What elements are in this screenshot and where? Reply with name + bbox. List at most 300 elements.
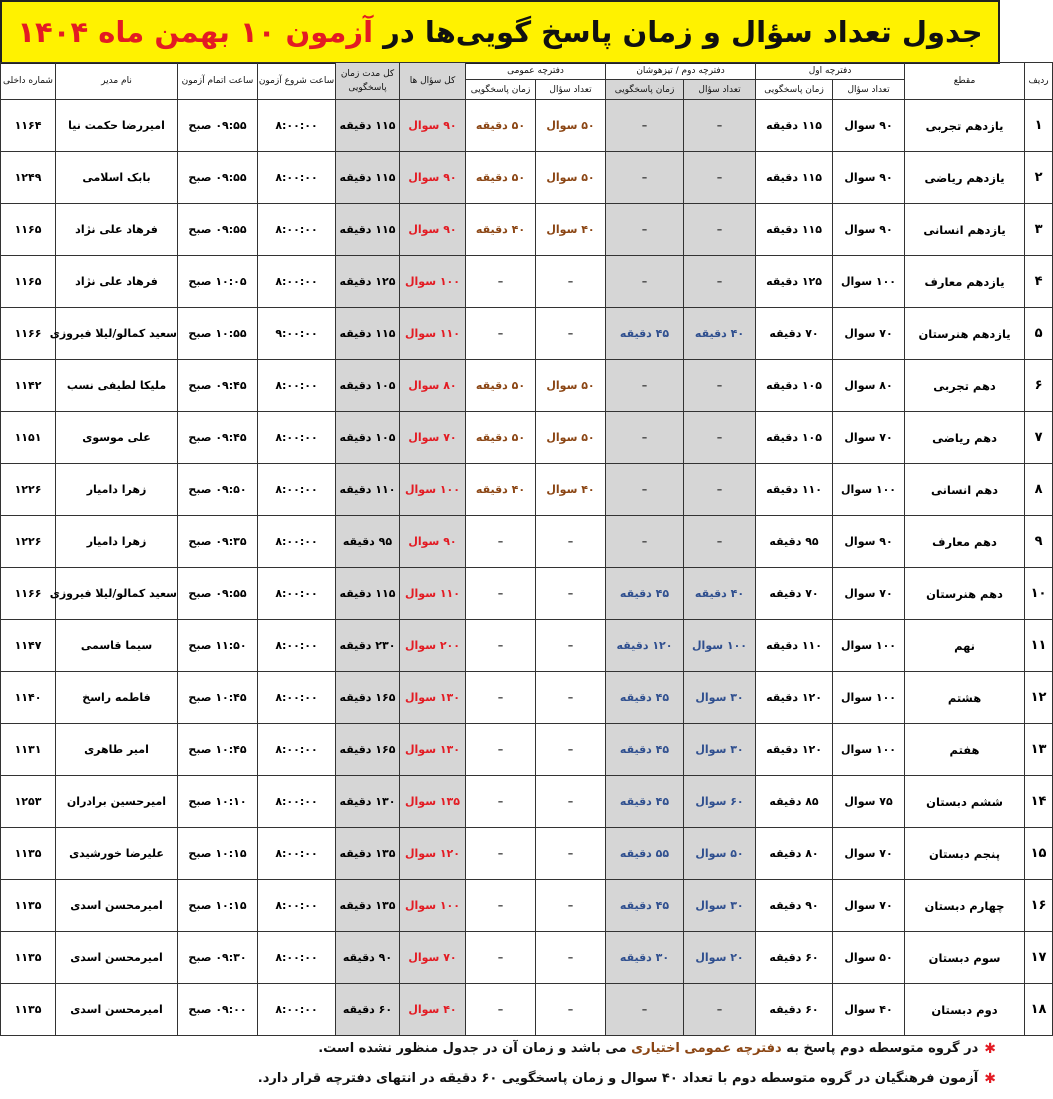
cell-start-time: ۸:۰۰:۰۰ <box>258 516 336 568</box>
cell-grade: ششم دبستان <box>905 776 1025 828</box>
cell-general-count: ۴۰ سوال <box>536 464 606 516</box>
cell-total-questions: ۱۰۰ سوال <box>400 464 466 516</box>
asterisk-icon: ✱ <box>984 1041 996 1057</box>
cell-booklet2-count: ۲۰ سوال <box>684 932 756 984</box>
cell-booklet1-count: ۱۰۰ سوال <box>833 464 905 516</box>
cell-general-count: ۵۰ سوال <box>536 412 606 464</box>
cell-general-count: – <box>536 308 606 360</box>
cell-booklet2-time: ۴۵ دقیقه <box>606 880 684 932</box>
cell-total-time: ۹۰ دقیقه <box>336 932 400 984</box>
page-title <box>0 0 1000 64</box>
cell-general-time: ۵۰ دقیقه <box>466 100 536 152</box>
cell-booklet1-count: ۹۰ سوال <box>833 516 905 568</box>
cell-booklet2-count: ۳۰ سوال <box>684 672 756 724</box>
cell-row-no: ۶ <box>1025 360 1053 412</box>
cell-manager: فاطمه راسخ <box>56 672 178 724</box>
cell-booklet1-time: ۷۰ دقیقه <box>756 308 833 360</box>
cell-booklet2-time: ۴۵ دقیقه <box>606 672 684 724</box>
note-2 <box>0 1064 1000 1094</box>
cell-total-time: ۱۳۰ دقیقه <box>336 776 400 828</box>
header-grade: مقطع <box>905 63 1025 100</box>
cell-total-questions: ۱۰۰ سوال <box>400 880 466 932</box>
cell-booklet2-count: ۴۰ دقیقه <box>684 308 756 360</box>
cell-total-questions: ۴۰ سوال <box>400 984 466 1036</box>
table-row <box>1 308 1053 360</box>
cell-total-time: ۱۶۵ دقیقه <box>336 672 400 724</box>
cell-booklet2-time: – <box>606 412 684 464</box>
cell-grade: دهم انسانی <box>905 464 1025 516</box>
cell-grade: سوم دبستان <box>905 932 1025 984</box>
cell-booklet1-time: ۱۲۰ دقیقه <box>756 724 833 776</box>
cell-booklet1-count: ۴۰ سوال <box>833 984 905 1036</box>
header-booklet2: دفترچه دوم / تیزهوشان <box>606 63 756 80</box>
cell-internal-no: ۱۲۴۹ <box>1 152 56 204</box>
cell-total-time: ۹۵ دقیقه <box>336 516 400 568</box>
cell-booklet1-count: ۹۰ سوال <box>833 100 905 152</box>
cell-internal-no: ۱۲۲۶ <box>1 516 56 568</box>
cell-total-time: ۱۳۵ دقیقه <box>336 880 400 932</box>
cell-end-time: ۰۹:۵۰ صبح <box>178 464 258 516</box>
cell-booklet1-time: ۱۱۰ دقیقه <box>756 464 833 516</box>
table-row <box>1 620 1053 672</box>
cell-booklet2-time: ۴۵ دقیقه <box>606 308 684 360</box>
table-row <box>1 984 1053 1036</box>
cell-booklet2-count: – <box>684 516 756 568</box>
cell-end-time: ۰۹:۳۰ صبح <box>178 932 258 984</box>
cell-end-time: ۰۹:۴۵ صبح <box>178 412 258 464</box>
cell-general-time: ۵۰ دقیقه <box>466 152 536 204</box>
cell-start-time: ۸:۰۰:۰۰ <box>258 932 336 984</box>
cell-general-time: – <box>466 620 536 672</box>
cell-general-time: ۵۰ دقیقه <box>466 360 536 412</box>
asterisk-icon: ✱ <box>984 1071 996 1087</box>
cell-booklet1-count: ۷۰ سوال <box>833 308 905 360</box>
cell-row-no: ۹ <box>1025 516 1053 568</box>
cell-start-time: ۸:۰۰:۰۰ <box>258 412 336 464</box>
cell-grade: دهم معارف <box>905 516 1025 568</box>
cell-row-no: ۱ <box>1025 100 1053 152</box>
cell-start-time: ۸:۰۰:۰۰ <box>258 152 336 204</box>
cell-end-time: ۰۹:۵۵ صبح <box>178 568 258 620</box>
header-manager: نام مدیر <box>56 63 178 100</box>
header-b2-time: زمان پاسخگویی <box>606 80 684 100</box>
cell-start-time: ۸:۰۰:۰۰ <box>258 360 336 412</box>
header-row-no: ردیف <box>1025 63 1053 100</box>
cell-internal-no: ۱۱۳۵ <box>1 828 56 880</box>
cell-booklet1-count: ۸۰ سوال <box>833 360 905 412</box>
cell-total-time: ۱۱۵ دقیقه <box>336 204 400 256</box>
cell-total-questions: ۱۰۰ سوال <box>400 256 466 308</box>
cell-end-time: ۱۰:۱۰ صبح <box>178 776 258 828</box>
cell-internal-no: ۱۲۵۳ <box>1 776 56 828</box>
cell-general-count: – <box>536 724 606 776</box>
cell-general-count: – <box>536 568 606 620</box>
cell-manager: فرهاد علی نژاد <box>56 204 178 256</box>
cell-total-questions: ۷۰ سوال <box>400 412 466 464</box>
cell-end-time: ۱۰:۴۵ صبح <box>178 724 258 776</box>
cell-row-no: ۱۲ <box>1025 672 1053 724</box>
cell-start-time: ۸:۰۰:۰۰ <box>258 776 336 828</box>
cell-total-questions: ۱۳۰ سوال <box>400 672 466 724</box>
cell-total-time: ۲۳۰ دقیقه <box>336 620 400 672</box>
cell-general-time: – <box>466 308 536 360</box>
cell-general-time: – <box>466 568 536 620</box>
cell-booklet1-time: ۱۱۵ دقیقه <box>756 152 833 204</box>
table-row <box>1 152 1053 204</box>
cell-total-time: ۱۰۵ دقیقه <box>336 360 400 412</box>
cell-booklet1-time: ۸۰ دقیقه <box>756 828 833 880</box>
cell-general-count: – <box>536 932 606 984</box>
table-body <box>1 100 1053 1036</box>
cell-start-time: ۸:۰۰:۰۰ <box>258 672 336 724</box>
footnotes <box>0 1034 1000 1099</box>
cell-grade: دوم دبستان <box>905 984 1025 1036</box>
cell-general-count: ۵۰ سوال <box>536 360 606 412</box>
cell-booklet1-count: ۵۰ سوال <box>833 932 905 984</box>
cell-booklet1-time: ۱۱۵ دقیقه <box>756 100 833 152</box>
cell-start-time: ۸:۰۰:۰۰ <box>258 984 336 1036</box>
cell-end-time: ۰۹:۵۵ صبح <box>178 100 258 152</box>
cell-internal-no: ۱۱۳۱ <box>1 724 56 776</box>
table-row <box>1 360 1053 412</box>
cell-end-time: ۰۹:۴۵ صبح <box>178 360 258 412</box>
cell-general-time: – <box>466 256 536 308</box>
cell-internal-no: ۱۱۳۵ <box>1 880 56 932</box>
cell-booklet2-time: ۱۲۰ دقیقه <box>606 620 684 672</box>
cell-end-time: ۰۹:۳۵ صبح <box>178 516 258 568</box>
cell-booklet2-time: ۵۵ دقیقه <box>606 828 684 880</box>
cell-total-questions: ۱۲۰ سوال <box>400 828 466 880</box>
cell-internal-no: ۱۱۶۶ <box>1 568 56 620</box>
cell-start-time: ۸:۰۰:۰۰ <box>258 256 336 308</box>
table-row <box>1 724 1053 776</box>
cell-booklet2-count: – <box>684 152 756 204</box>
cell-grade: یازدهم ریاضی <box>905 152 1025 204</box>
cell-booklet1-count: ۱۰۰ سوال <box>833 672 905 724</box>
header-total-time: کل مدت زمان پاسخگویی <box>336 63 400 100</box>
table-row <box>1 672 1053 724</box>
cell-start-time: ۹:۰۰:۰۰ <box>258 308 336 360</box>
cell-row-no: ۱۰ <box>1025 568 1053 620</box>
cell-row-no: ۱۳ <box>1025 724 1053 776</box>
cell-row-no: ۷ <box>1025 412 1053 464</box>
cell-total-time: ۱۱۰ دقیقه <box>336 464 400 516</box>
cell-row-no: ۱۵ <box>1025 828 1053 880</box>
cell-start-time: ۸:۰۰:۰۰ <box>258 464 336 516</box>
cell-end-time: ۱۱:۵۰ صبح <box>178 620 258 672</box>
title-main: جدول تعداد سؤال و زمان پاسخ گویی‌ها در <box>383 15 983 49</box>
cell-manager: علیرضا خورشیدی <box>56 828 178 880</box>
cell-total-questions: ۱۳۰ سوال <box>400 724 466 776</box>
cell-manager: سعید کمالو/لیلا فیروزی <box>56 568 178 620</box>
cell-end-time: ۰۹:۰۰ صبح <box>178 984 258 1036</box>
cell-grade: یازدهم تجربی <box>905 100 1025 152</box>
cell-general-count: – <box>536 516 606 568</box>
cell-booklet1-count: ۷۰ سوال <box>833 828 905 880</box>
cell-booklet1-count: ۱۰۰ سوال <box>833 724 905 776</box>
cell-booklet2-count: – <box>684 256 756 308</box>
header-start-time: ساعت شروع آزمون <box>258 63 336 100</box>
header-booklet1: دفترچه اول <box>756 63 905 80</box>
cell-row-no: ۱۷ <box>1025 932 1053 984</box>
cell-row-no: ۴ <box>1025 256 1053 308</box>
cell-internal-no: ۱۱۳۵ <box>1 984 56 1036</box>
cell-internal-no: ۱۱۶۵ <box>1 256 56 308</box>
cell-grade: هفتم <box>905 724 1025 776</box>
cell-total-time: ۱۶۵ دقیقه <box>336 724 400 776</box>
cell-booklet1-time: ۱۰۵ دقیقه <box>756 412 833 464</box>
cell-end-time: ۰۹:۵۵ صبح <box>178 152 258 204</box>
cell-total-questions: ۹۰ سوال <box>400 516 466 568</box>
header-total-questions: کل سؤال ها <box>400 63 466 100</box>
cell-end-time: ۱۰:۱۵ صبح <box>178 880 258 932</box>
cell-manager: سیما قاسمی <box>56 620 178 672</box>
cell-general-count: – <box>536 984 606 1036</box>
table-row <box>1 204 1053 256</box>
note-1-start: در گروه متوسطه دوم پاسخ به <box>786 1041 979 1056</box>
cell-booklet1-time: ۸۵ دقیقه <box>756 776 833 828</box>
cell-start-time: ۸:۰۰:۰۰ <box>258 100 336 152</box>
cell-booklet1-time: ۱۰۵ دقیقه <box>756 360 833 412</box>
exam-schedule-table <box>0 62 1053 1036</box>
table-row <box>1 464 1053 516</box>
cell-end-time: ۱۰:۱۵ صبح <box>178 828 258 880</box>
table-row <box>1 776 1053 828</box>
cell-total-time: ۱۱۵ دقیقه <box>336 100 400 152</box>
cell-manager: فرهاد علی نژاد <box>56 256 178 308</box>
cell-general-count: – <box>536 880 606 932</box>
cell-general-time: – <box>466 516 536 568</box>
cell-manager: امیررضا حکمت نیا <box>56 100 178 152</box>
cell-total-questions: ۹۰ سوال <box>400 152 466 204</box>
cell-grade: پنجم دبستان <box>905 828 1025 880</box>
cell-manager: علی موسوی <box>56 412 178 464</box>
cell-booklet2-time: – <box>606 152 684 204</box>
cell-total-time: ۱۱۵ دقیقه <box>336 308 400 360</box>
cell-manager: بابک اسلامی <box>56 152 178 204</box>
cell-booklet2-time: – <box>606 360 684 412</box>
cell-grade: یازدهم انسانی <box>905 204 1025 256</box>
cell-general-time: – <box>466 672 536 724</box>
cell-booklet2-count: ۵۰ سوال <box>684 828 756 880</box>
cell-booklet2-time: – <box>606 984 684 1036</box>
note-2-text: آزمون فرهنگیان در گروه متوسطه دوم با تعداد ۴۰ سوال و زمان پاسخگویی ۶۰ دقیقه در انتهای دفترچه قرار دارد. <box>257 1071 979 1086</box>
cell-total-time: ۱۰۵ دقیقه <box>336 412 400 464</box>
cell-booklet1-time: ۶۰ دقیقه <box>756 984 833 1036</box>
cell-start-time: ۸:۰۰:۰۰ <box>258 724 336 776</box>
cell-general-time: ۴۰ دقیقه <box>466 204 536 256</box>
cell-booklet2-count: – <box>684 100 756 152</box>
cell-booklet2-time: – <box>606 204 684 256</box>
cell-internal-no: ۱۱۵۱ <box>1 412 56 464</box>
cell-general-time: – <box>466 828 536 880</box>
cell-grade: چهارم دبستان <box>905 880 1025 932</box>
cell-total-questions: ۱۱۰ سوال <box>400 308 466 360</box>
cell-row-no: ۱۱ <box>1025 620 1053 672</box>
cell-grade: نهم <box>905 620 1025 672</box>
cell-booklet2-count: ۳۰ سوال <box>684 724 756 776</box>
title-exam: آزمون ۱۰ بهمن ماه ۱۴۰۴ <box>17 15 374 49</box>
cell-booklet1-count: ۷۰ سوال <box>833 412 905 464</box>
table-row <box>1 256 1053 308</box>
cell-row-no: ۱۴ <box>1025 776 1053 828</box>
header-end-time: ساعت اتمام آزمون <box>178 63 258 100</box>
cell-general-count: ۵۰ سوال <box>536 152 606 204</box>
cell-total-time: ۱۲۵ دقیقه <box>336 256 400 308</box>
cell-grade: یازدهم معارف <box>905 256 1025 308</box>
cell-start-time: ۸:۰۰:۰۰ <box>258 620 336 672</box>
cell-internal-no: ۱۱۳۵ <box>1 932 56 984</box>
cell-row-no: ۱۸ <box>1025 984 1053 1036</box>
cell-general-time: ۴۰ دقیقه <box>466 464 536 516</box>
cell-booklet2-time: ۳۰ دقیقه <box>606 932 684 984</box>
header-internal-no: شماره داخلی <box>1 63 56 100</box>
cell-booklet1-count: ۱۰۰ سوال <box>833 620 905 672</box>
table-row <box>1 100 1053 152</box>
cell-general-time: – <box>466 776 536 828</box>
cell-end-time: ۰۹:۵۵ صبح <box>178 204 258 256</box>
cell-booklet1-count: ۱۰۰ سوال <box>833 256 905 308</box>
cell-start-time: ۸:۰۰:۰۰ <box>258 204 336 256</box>
cell-total-questions: ۱۳۵ سوال <box>400 776 466 828</box>
cell-booklet2-count: – <box>684 984 756 1036</box>
cell-booklet2-time: – <box>606 464 684 516</box>
cell-row-no: ۵ <box>1025 308 1053 360</box>
cell-internal-no: ۱۱۶۵ <box>1 204 56 256</box>
cell-booklet2-count: – <box>684 360 756 412</box>
cell-internal-no: ۱۱۶۴ <box>1 100 56 152</box>
cell-manager: زهرا دامیار <box>56 464 178 516</box>
cell-general-time: – <box>466 932 536 984</box>
cell-booklet2-count: ۱۰۰ سوال <box>684 620 756 672</box>
cell-manager: امیر طاهری <box>56 724 178 776</box>
header-gen-time: زمان پاسخگویی <box>466 80 536 100</box>
header-general: دفترچه عمومی <box>466 63 606 80</box>
cell-total-questions: ۷۰ سوال <box>400 932 466 984</box>
cell-total-time: ۱۱۵ دقیقه <box>336 568 400 620</box>
cell-total-questions: ۲۰۰ سوال <box>400 620 466 672</box>
cell-booklet1-count: ۹۰ سوال <box>833 204 905 256</box>
cell-total-time: ۱۳۵ دقیقه <box>336 828 400 880</box>
cell-general-count: – <box>536 776 606 828</box>
cell-booklet2-count: ۶۰ سوال <box>684 776 756 828</box>
cell-end-time: ۱۰:۰۵ صبح <box>178 256 258 308</box>
cell-internal-no: ۱۱۴۲ <box>1 360 56 412</box>
cell-booklet1-count: ۷۰ سوال <box>833 880 905 932</box>
cell-manager: سعید کمالو/لیلا فیروزی <box>56 308 178 360</box>
cell-start-time: ۸:۰۰:۰۰ <box>258 828 336 880</box>
note-1 <box>0 1034 1000 1064</box>
cell-row-no: ۸ <box>1025 464 1053 516</box>
cell-internal-no: ۱۱۴۰ <box>1 672 56 724</box>
cell-manager: زهرا دامیار <box>56 516 178 568</box>
cell-general-time: – <box>466 724 536 776</box>
cell-grade: دهم هنرستان <box>905 568 1025 620</box>
cell-manager: امیرمحسن اسدی <box>56 880 178 932</box>
cell-booklet2-count: – <box>684 204 756 256</box>
cell-row-no: ۳ <box>1025 204 1053 256</box>
cell-booklet1-count: ۹۰ سوال <box>833 152 905 204</box>
cell-start-time: ۸:۰۰:۰۰ <box>258 568 336 620</box>
cell-grade: دهم ریاضی <box>905 412 1025 464</box>
note-1-highlight: دفترچه عمومی اختیاری <box>631 1041 782 1056</box>
cell-start-time: ۸:۰۰:۰۰ <box>258 880 336 932</box>
cell-booklet2-count: ۴۰ دقیقه <box>684 568 756 620</box>
cell-grade: دهم تجربی <box>905 360 1025 412</box>
cell-general-count: – <box>536 828 606 880</box>
cell-manager: امیرمحسن اسدی <box>56 984 178 1036</box>
cell-booklet1-count: ۷۵ سوال <box>833 776 905 828</box>
cell-booklet1-count: ۷۰ سوال <box>833 568 905 620</box>
cell-total-time: ۶۰ دقیقه <box>336 984 400 1036</box>
header-b2-count: تعداد سؤال <box>684 80 756 100</box>
cell-booklet2-time: – <box>606 256 684 308</box>
cell-end-time: ۱۰:۴۵ صبح <box>178 672 258 724</box>
cell-booklet2-time: – <box>606 100 684 152</box>
cell-general-time: ۵۰ دقیقه <box>466 412 536 464</box>
cell-booklet2-time: ۴۵ دقیقه <box>606 568 684 620</box>
cell-booklet1-time: ۱۲۰ دقیقه <box>756 672 833 724</box>
cell-total-questions: ۱۱۰ سوال <box>400 568 466 620</box>
cell-booklet2-time: ۴۵ دقیقه <box>606 724 684 776</box>
cell-booklet1-time: ۹۰ دقیقه <box>756 880 833 932</box>
cell-booklet2-time: – <box>606 516 684 568</box>
cell-general-count: – <box>536 620 606 672</box>
cell-booklet2-time: ۴۵ دقیقه <box>606 776 684 828</box>
cell-booklet1-time: ۷۰ دقیقه <box>756 568 833 620</box>
cell-general-count: – <box>536 256 606 308</box>
cell-grade: یازدهم هنرستان <box>905 308 1025 360</box>
cell-general-time: – <box>466 880 536 932</box>
cell-internal-no: ۱۱۶۶ <box>1 308 56 360</box>
cell-row-no: ۲ <box>1025 152 1053 204</box>
table-row <box>1 828 1053 880</box>
cell-manager: ملیکا لطیفی نسب <box>56 360 178 412</box>
cell-booklet2-count: ۳۰ سوال <box>684 880 756 932</box>
cell-manager: امیرمحسن اسدی <box>56 932 178 984</box>
table-row <box>1 880 1053 932</box>
cell-general-count: – <box>536 672 606 724</box>
cell-internal-no: ۱۱۴۷ <box>1 620 56 672</box>
cell-total-questions: ۹۰ سوال <box>400 204 466 256</box>
cell-booklet2-count: – <box>684 412 756 464</box>
cell-total-questions: ۹۰ سوال <box>400 100 466 152</box>
cell-booklet1-time: ۹۵ دقیقه <box>756 516 833 568</box>
cell-booklet1-time: ۱۱۰ دقیقه <box>756 620 833 672</box>
cell-general-count: ۵۰ سوال <box>536 100 606 152</box>
cell-general-count: ۴۰ سوال <box>536 204 606 256</box>
table-row <box>1 516 1053 568</box>
cell-manager: امیرحسین برادران <box>56 776 178 828</box>
cell-booklet1-time: ۱۱۵ دقیقه <box>756 204 833 256</box>
cell-total-questions: ۸۰ سوال <box>400 360 466 412</box>
header-gen-count: تعداد سؤال <box>536 80 606 100</box>
cell-row-no: ۱۶ <box>1025 880 1053 932</box>
cell-booklet2-count: – <box>684 464 756 516</box>
table-row <box>1 568 1053 620</box>
table-row <box>1 932 1053 984</box>
cell-total-time: ۱۱۵ دقیقه <box>336 152 400 204</box>
note-1-end: می باشد و زمان آن در جدول منظور نشده است. <box>318 1041 627 1056</box>
cell-booklet1-time: ۶۰ دقیقه <box>756 932 833 984</box>
table-row <box>1 412 1053 464</box>
cell-grade: هشتم <box>905 672 1025 724</box>
cell-booklet1-time: ۱۲۵ دقیقه <box>756 256 833 308</box>
header-b1-time: زمان پاسخگویی <box>756 80 833 100</box>
header-b1-count: تعداد سؤال <box>833 80 905 100</box>
header-row-top <box>1 63 1053 80</box>
cell-general-time: – <box>466 984 536 1036</box>
